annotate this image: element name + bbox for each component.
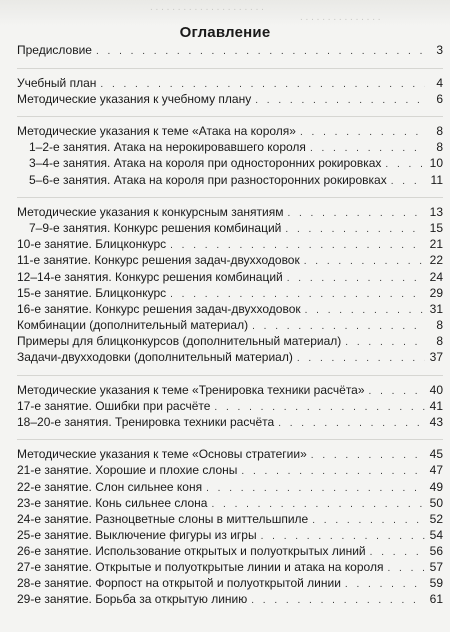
toc-entry-page: 47 <box>429 463 443 478</box>
toc-entry-page: 41 <box>429 398 443 413</box>
toc-entry-page: 3 <box>436 43 443 57</box>
toc-entry[interactable] <box>17 591 443 607</box>
toc-entry-page: 56 <box>429 543 443 558</box>
toc-entry-page: 54 <box>429 527 443 542</box>
toc-entry[interactable] <box>17 414 443 430</box>
toc-entry-page: 61 <box>429 592 443 607</box>
page-title: Оглавление <box>179 24 271 41</box>
toc-entry-title: 27-е занятие. Открытые и полуоткрытые линии и атака на короля <box>17 560 384 575</box>
toc-entry-page: 52 <box>429 511 443 526</box>
toc-entry-title: Учебный план <box>17 75 97 90</box>
toc-entry-title: Комбинации (дополнительный материал) <box>17 317 249 332</box>
toc-entry-title: 24-е занятие. Разноцветные слоны в миттельшпиле <box>17 511 309 526</box>
toc-entry-page: 29 <box>429 285 443 300</box>
toc-entry-title: Методические указания к теме «Тренировка техники расчёта» <box>17 382 365 397</box>
toc-entry-page: 24 <box>429 269 443 284</box>
dot-leader <box>285 222 425 238</box>
toc-entry[interactable] <box>17 236 443 252</box>
toc-entry[interactable] <box>17 462 443 478</box>
toc-entry[interactable] <box>17 527 443 543</box>
toc-entry-page: 57 <box>429 560 443 575</box>
dot-leader <box>345 335 425 351</box>
toc-entry[interactable] <box>17 575 443 591</box>
toc-entry-page: 8 <box>436 140 443 155</box>
toc-entry[interactable] <box>17 252 443 268</box>
dot-leader <box>385 157 425 173</box>
dot-leader <box>287 206 425 222</box>
toc-entry-title: Методические указания к теме «Основы стратегии» <box>17 447 307 462</box>
toc-entry[interactable] <box>17 446 443 462</box>
toc-entry[interactable] <box>17 269 443 285</box>
toc-entry-page: 11 <box>430 172 443 187</box>
toc-entry[interactable] <box>17 220 443 236</box>
dot-leader <box>297 351 425 367</box>
toc-entry-title: 10-е занятие. Блицконкурс <box>17 237 167 252</box>
toc-entry-title: Методические указания к учебному плану <box>17 91 252 106</box>
toc-entry[interactable] <box>17 139 443 155</box>
toc-entry-title: Примеры для блицконкурсов (дополнительный материал) <box>17 333 342 348</box>
toc-entry-page: 22 <box>429 253 443 268</box>
dot-leader <box>391 174 425 190</box>
toc-entry-title: Методические указания к теме «Атака на короля» <box>17 124 296 139</box>
toc-entry-page: 8 <box>436 124 443 139</box>
dot-leader <box>300 125 425 141</box>
toc-entry[interactable] <box>17 317 443 333</box>
toc-entry-title: 7–9-е занятия. Конкурс решения комбинаций <box>29 221 282 236</box>
toc-entry-title: 5–6-е занятия. Атака на короля при разносторонних рокировках <box>29 172 387 187</box>
toc-entry-page: 15 <box>429 221 443 236</box>
toc-entry-page: 45 <box>429 447 443 462</box>
dot-leader <box>96 44 425 60</box>
dot-leader <box>311 448 425 464</box>
dot-leader <box>287 271 425 287</box>
toc-entry-page: 49 <box>429 479 443 494</box>
toc-entry[interactable] <box>17 479 443 495</box>
dot-leader <box>305 303 425 319</box>
dot-leader <box>304 254 425 270</box>
toc-entry-page: 6 <box>436 91 443 106</box>
toc-entry-title: 3–4-е занятия. Атака на короля при односторонних рокировках <box>29 156 382 171</box>
toc-entry[interactable] <box>17 91 443 107</box>
toc-entry[interactable] <box>17 301 443 317</box>
toc-entry-title: 18–20-е занятия. Тренировка техники расчёта <box>17 414 275 429</box>
dot-leader <box>251 593 425 609</box>
toc-entry[interactable] <box>17 511 443 527</box>
toc-entry-page: 4 <box>436 75 443 90</box>
toc-entry-title: 12–14-е занятия. Конкурс решения комбинаций <box>17 269 283 284</box>
toc-entry[interactable] <box>17 559 443 575</box>
table-of-contents <box>17 42 443 607</box>
toc-entry[interactable] <box>17 75 443 91</box>
toc-entry[interactable] <box>17 42 443 58</box>
toc-entry-title: 15-е занятие. Блицконкурс <box>17 285 167 300</box>
toc-entry[interactable] <box>17 382 443 398</box>
toc-entry-title: Методические указания к конкурсным занятиям <box>17 205 284 220</box>
dot-leader <box>255 93 425 109</box>
toc-entry-title: 29-е занятие. Борьба за открытую линию <box>17 592 248 607</box>
toc-entry-title: 17-е занятие. Ошибки при расчёте <box>17 398 211 413</box>
dot-leader <box>312 513 425 529</box>
toc-entry-title: 21-е занятие. Хорошие и плохие слоны <box>17 463 238 478</box>
toc-entry[interactable] <box>17 172 443 188</box>
toc-entry-title: Предисловие <box>17 43 92 57</box>
page-top-bleed: . . . . . . . . . . . . . . . . . . . . . . . . . . . . . . . . . . . . <box>0 0 450 26</box>
dot-leader <box>278 416 425 432</box>
toc-entry[interactable] <box>17 349 443 365</box>
toc-entry[interactable] <box>17 398 443 414</box>
dot-leader <box>369 384 425 400</box>
toc-entry[interactable] <box>17 123 443 139</box>
toc-entry-title: 28-е занятие. Форпост на открытой и полуоткрытой линии <box>17 576 341 591</box>
toc-entry[interactable] <box>17 155 443 171</box>
dot-leader <box>387 561 425 577</box>
toc-entry-page: 21 <box>429 237 443 252</box>
section-gap <box>17 188 443 198</box>
toc-entry-title: 23-е занятие. Конь сильнее слона <box>17 495 208 510</box>
dot-leader <box>345 577 425 593</box>
toc-entry-title: 25-е занятие. Выключение фигуры из игры <box>17 527 257 542</box>
toc-entry-title: 11-е занятие. Конкурс решения задач-двухходовок <box>17 253 300 268</box>
dot-leader <box>241 464 425 480</box>
toc-entry-page: 59 <box>429 576 443 591</box>
toc-entry[interactable] <box>17 543 443 559</box>
toc-entry-page: 31 <box>429 301 443 316</box>
toc-entry-page: 37 <box>429 350 443 364</box>
toc-entry-page: 8 <box>436 317 443 332</box>
toc-entry-page: 8 <box>436 333 443 348</box>
dot-leader <box>206 481 425 497</box>
toc-entry-title: Задачи-двухходовки (дополнительный материал) <box>17 350 293 364</box>
toc-entry-page: 40 <box>429 382 443 397</box>
toc-entry[interactable] <box>17 495 443 511</box>
toc-entry-page: 13 <box>429 205 443 220</box>
toc-entry-page: 10 <box>429 156 443 171</box>
toc-entry-title: 16-е занятие. Конкурс решения задач-двухходовок <box>17 301 301 316</box>
toc-entry-page: 50 <box>429 495 443 510</box>
toc-entry[interactable] <box>17 285 443 301</box>
toc-entry[interactable] <box>17 204 443 220</box>
toc-entry[interactable] <box>17 333 443 349</box>
toc-entry-title: 22-е занятие. Слон сильнее коня <box>17 479 203 494</box>
toc-entry-page: 43 <box>429 414 443 429</box>
toc-entry-title: 26-е занятие. Использование открытых и полуоткрытых линий <box>17 543 366 558</box>
toc-entry-title: 1–2-е занятия. Атака на нерокировавшего короля <box>29 140 306 155</box>
